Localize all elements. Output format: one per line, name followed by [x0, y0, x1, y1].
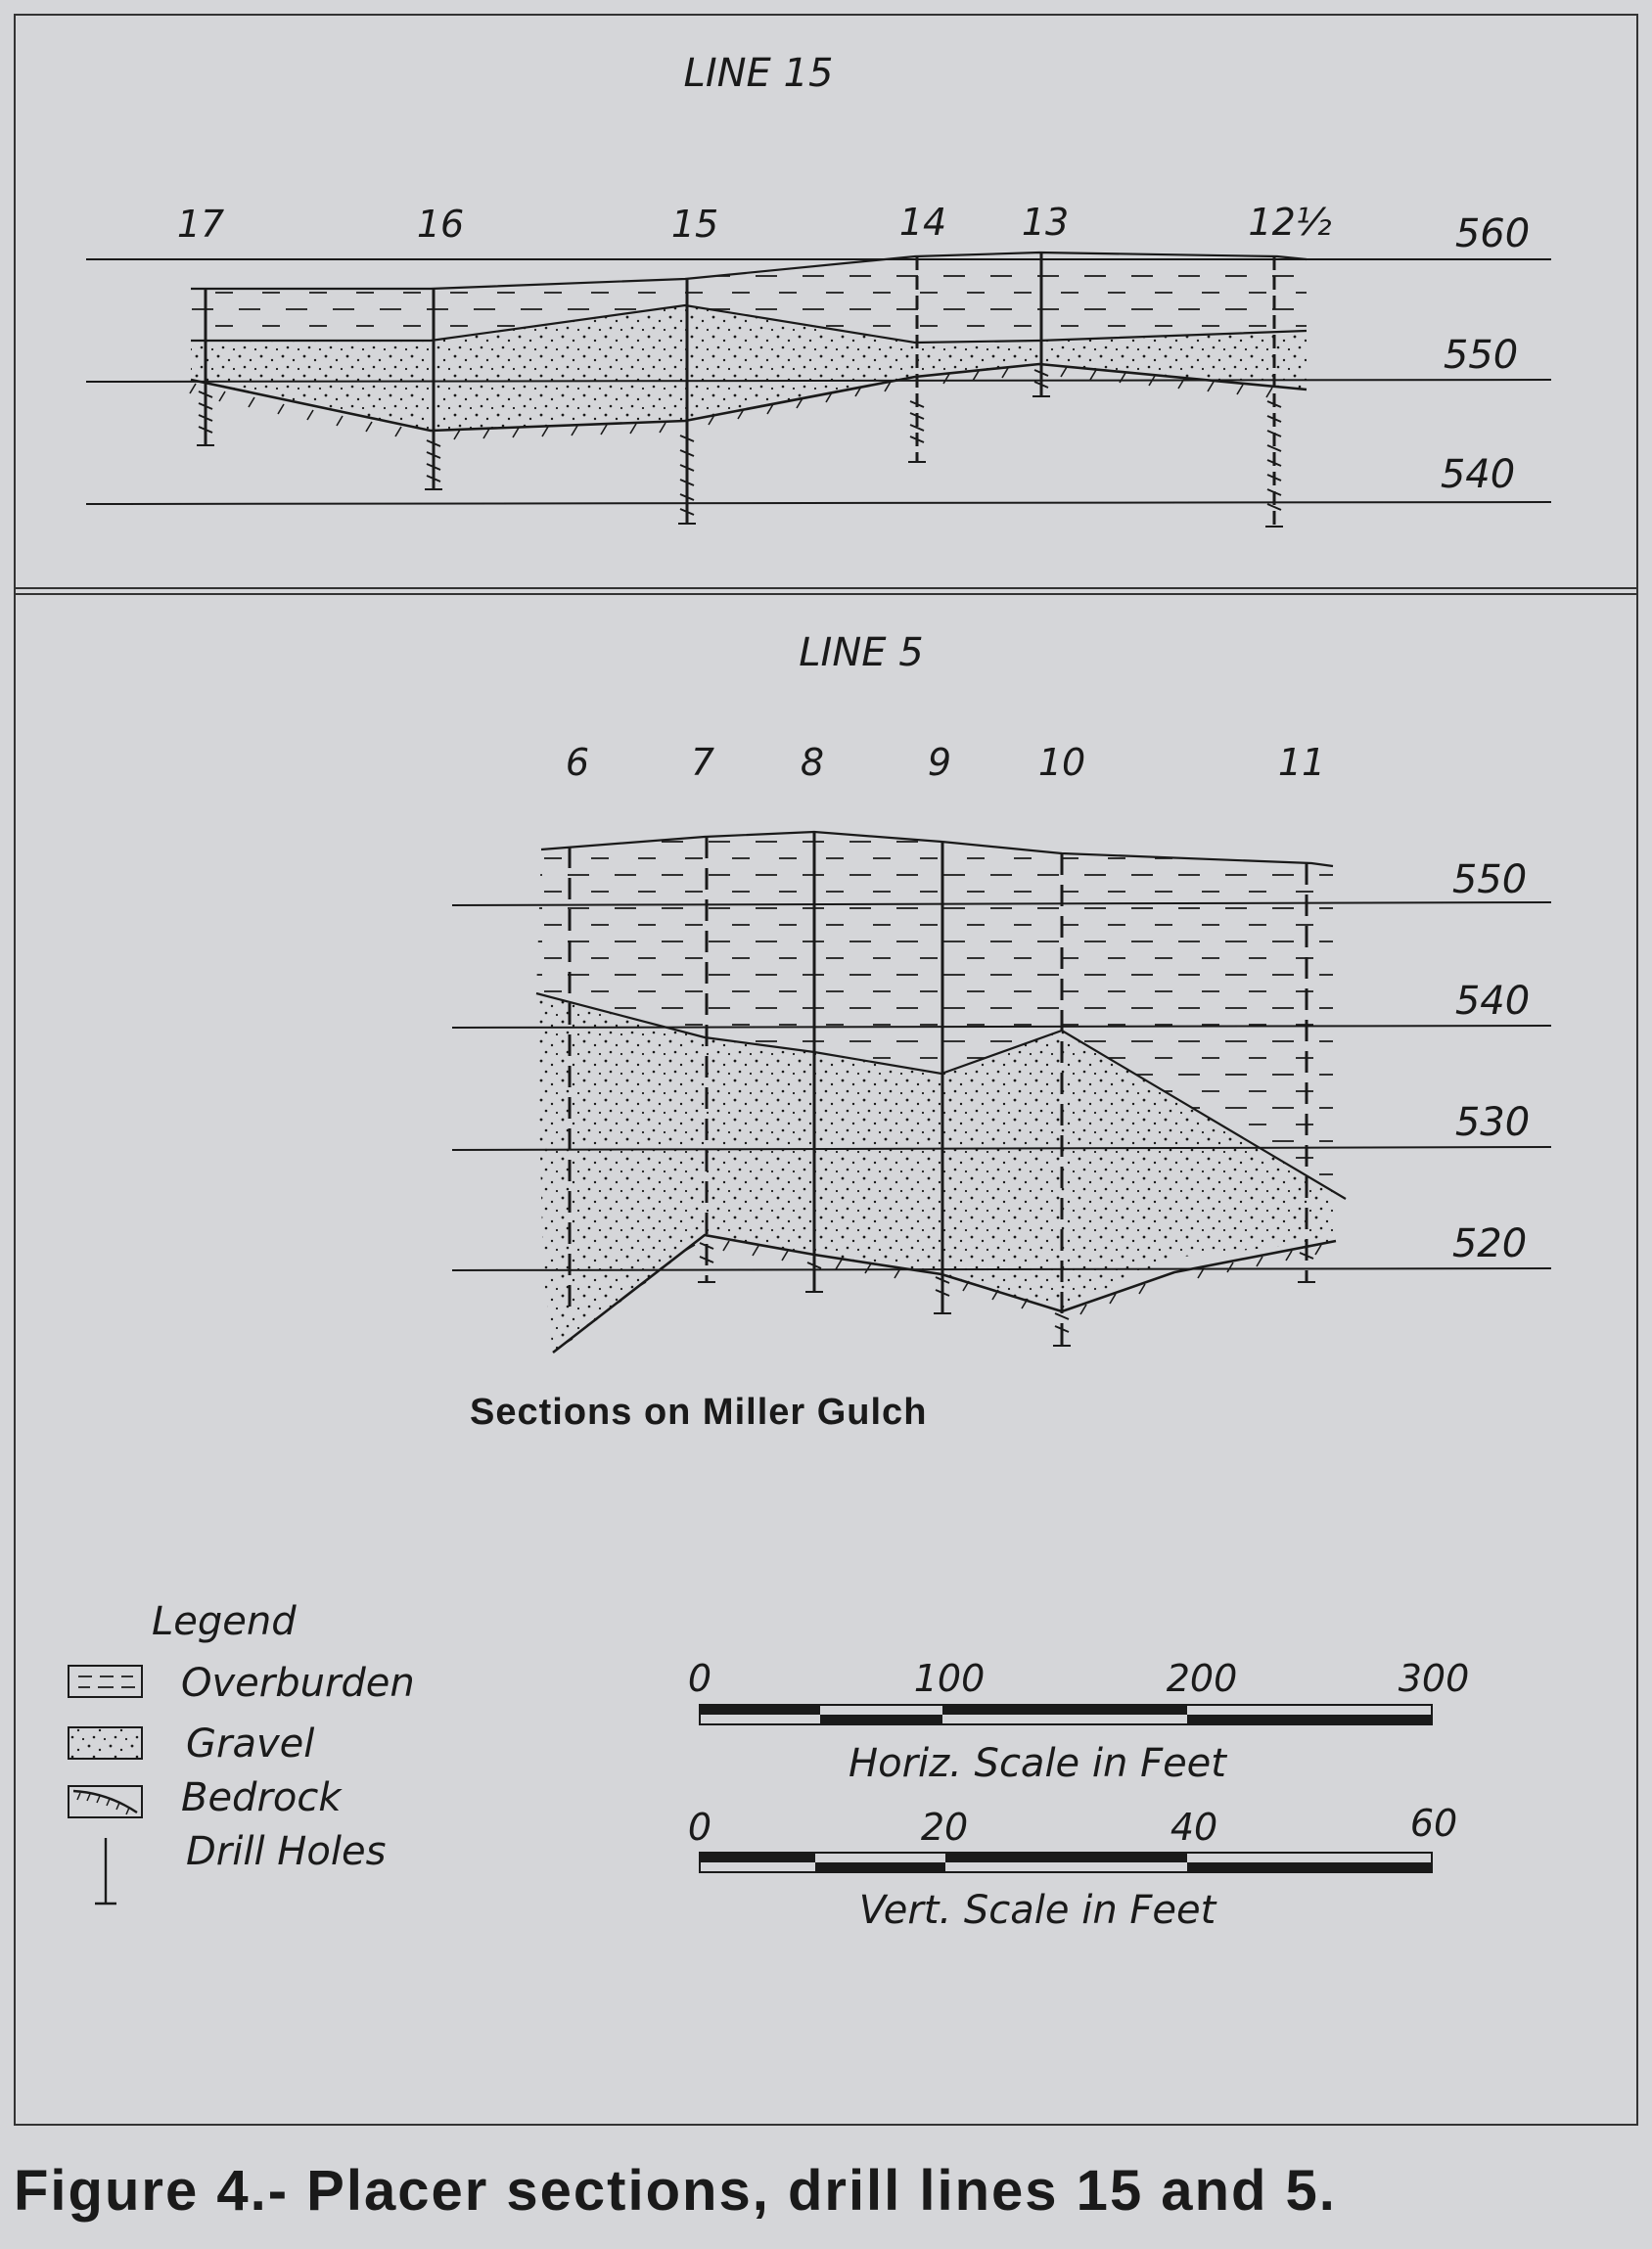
- line15-hole-label: 13: [1021, 201, 1070, 244]
- gravel-swatch-icon: [69, 1727, 142, 1759]
- line5-hole-label: 7: [690, 741, 715, 784]
- line15-elev-line-540: [86, 502, 1551, 504]
- sections-subtitle: Sections on Miller Gulch: [470, 1392, 928, 1433]
- line15-elevation-label: 550: [1443, 333, 1519, 378]
- bedrock-swatch-icon: [69, 1786, 142, 1817]
- section-divider: [14, 587, 1638, 589]
- line5-hole-label: 6: [565, 741, 590, 784]
- vertical-scale-bar: [688, 1802, 1457, 1933]
- horiz-scale-tick: 0: [687, 1657, 712, 1700]
- line15-elevation-label: 560: [1454, 211, 1531, 256]
- horizontal-scale-bar: [688, 1657, 1469, 1786]
- line5-elevation-label: 550: [1451, 857, 1528, 902]
- line5-title: LINE 5: [799, 630, 924, 675]
- line15-section: [86, 51, 1551, 527]
- legend-item-label: Gravel: [186, 1721, 315, 1767]
- legend-title: Legend: [152, 1599, 297, 1644]
- legend-item-label: Drill Holes: [186, 1829, 387, 1874]
- legend-item-label: Overburden: [181, 1661, 415, 1706]
- figure-caption: Figure 4.- Placer sections, drill lines 15 and 5.: [14, 2159, 1337, 2223]
- legend: [69, 1599, 415, 1904]
- legend-item-label: Bedrock: [181, 1775, 342, 1820]
- line5-elevation-label: 530: [1454, 1100, 1531, 1145]
- line15-hole-label: 14: [898, 201, 947, 244]
- outer-frame: [14, 14, 16, 2126]
- overburden-swatch-icon: [69, 1666, 142, 1697]
- line15-hole-label: 17: [176, 203, 225, 246]
- vert-scale-tick: 20: [920, 1806, 969, 1849]
- line5-section: [452, 630, 1551, 1353]
- line5-elevation-label: 540: [1454, 979, 1531, 1024]
- vert-scale-tick: 40: [1170, 1806, 1218, 1849]
- line15-hole-label: 12½: [1248, 201, 1332, 244]
- line5-hole-label: 9: [927, 741, 952, 784]
- line5-elevation-label: 520: [1451, 1221, 1528, 1266]
- line15-hole-label: 16: [416, 203, 465, 246]
- vert-scale-tick: 0: [687, 1806, 712, 1849]
- line5-hole-label: 10: [1037, 741, 1086, 784]
- line5-hole-label: 8: [800, 741, 825, 784]
- line5-hole-label: 11: [1277, 741, 1326, 784]
- horiz-scale-tick: 300: [1398, 1657, 1470, 1700]
- line15-title: LINE 15: [683, 51, 834, 96]
- vert-scale-caption: Vert. Scale in Feet: [858, 1888, 1216, 1933]
- line15-hole-label: 15: [670, 203, 719, 246]
- horiz-scale-tick: 100: [913, 1657, 986, 1700]
- horiz-scale-tick: 200: [1166, 1657, 1238, 1700]
- vert-scale-tick: 60: [1409, 1802, 1458, 1845]
- line15-elevation-label: 540: [1440, 452, 1516, 497]
- horiz-scale-caption: Horiz. Scale in Feet: [849, 1741, 1226, 1786]
- drill-hole-icon: [95, 1838, 116, 1904]
